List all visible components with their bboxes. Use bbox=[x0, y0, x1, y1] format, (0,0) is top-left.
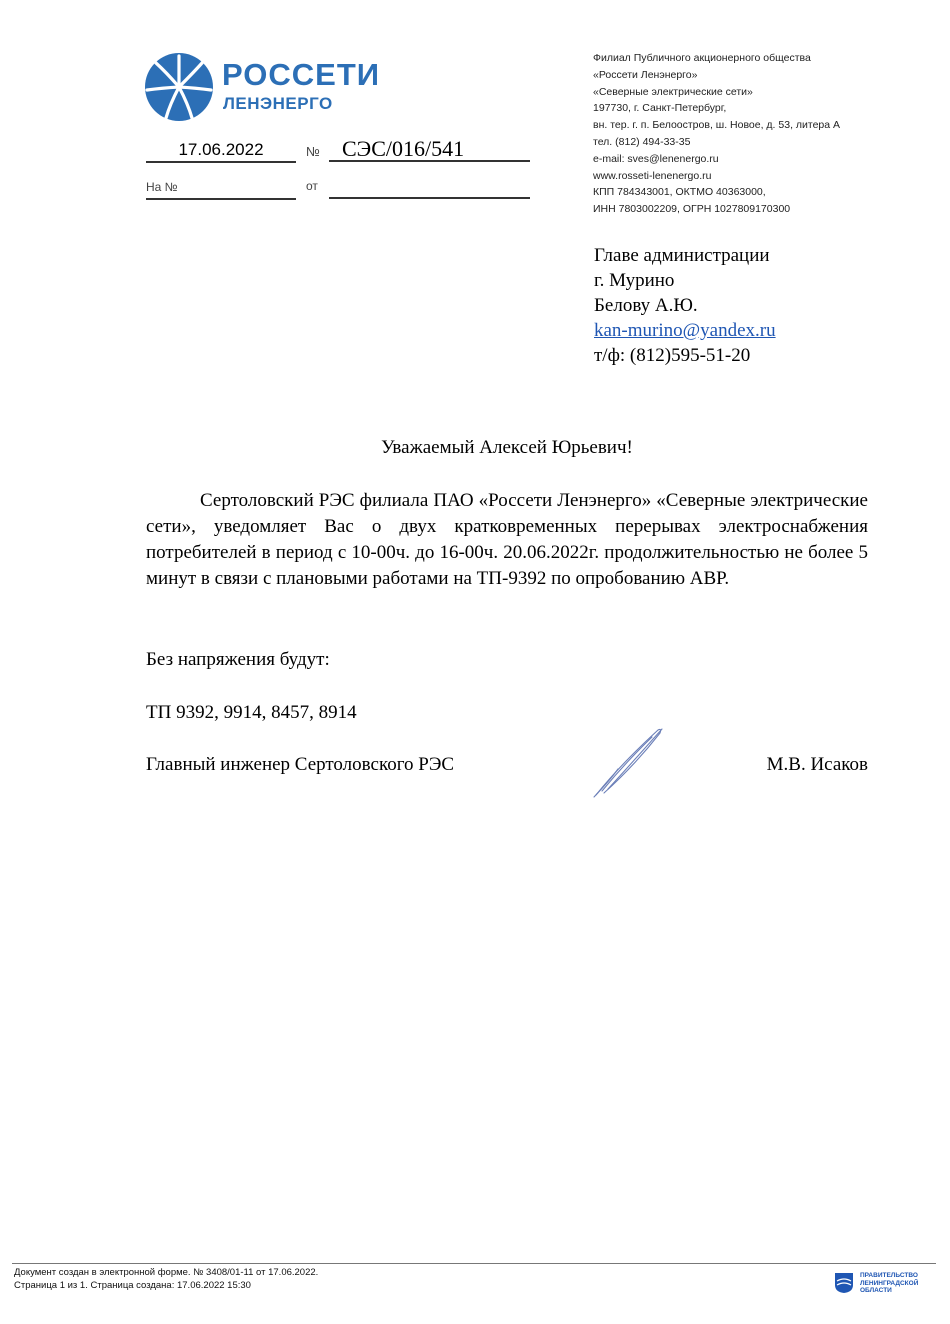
company-line: 197730, г. Санкт-Петербург, bbox=[593, 102, 727, 115]
company-line: «Северные электрические сети» bbox=[593, 85, 753, 98]
registration-number-label: № bbox=[306, 144, 320, 159]
registration-date: 17.06.2022 bbox=[146, 139, 296, 163]
leningrad-region-emblem-icon bbox=[834, 1272, 854, 1294]
logo-subbrand: ЛЕНЭНЕРГО bbox=[223, 94, 333, 113]
footer-note bbox=[14, 1266, 318, 1292]
recipient-phone: т/ф: (812)595-51-20 bbox=[594, 345, 751, 366]
company-line: www.rosseti-lenenergo.ru bbox=[593, 169, 712, 182]
recipient-city: г. Мурино bbox=[594, 270, 675, 291]
company-line: Филиал Публичного акционерного общества bbox=[593, 52, 811, 64]
company-line: ИНН 7803002209, ОГРН 1027809170300 bbox=[593, 203, 791, 216]
recipient-name: Белову А.Ю. bbox=[594, 295, 698, 316]
recipient-position: Главе администрации bbox=[594, 245, 770, 266]
government-line: ОБЛАСТИ bbox=[860, 1287, 892, 1294]
logo-brand: РОССЕТИ bbox=[222, 57, 381, 92]
company-address-block bbox=[593, 50, 840, 218]
reference-number-field: На № bbox=[146, 178, 296, 200]
company-line: тел. (812) 494-33-35 bbox=[593, 135, 691, 148]
registration-number: СЭС/016/541 bbox=[329, 136, 530, 162]
footer-line-2: Страница 1 из 1. Страница создана: 17.06.2022 15:30 bbox=[14, 1280, 251, 1291]
government-line: ЛЕНИНГРАДСКОЙ bbox=[860, 1279, 919, 1287]
company-line: КПП 784343001, ОКТМО 40363000, bbox=[593, 186, 766, 199]
greeting: Уважаемый Алексей Юрьевич! bbox=[381, 437, 633, 458]
letter-body: Сертоловский РЭС филиала ПАО «Россети Ленэнерго» «Северные электрические сети», уведомляет Вас о двух кратковременных перерывах электроснабжения потребителей в период с 10-00ч. до 16-00ч. 20.06.2022г. продолжительностью не более 5 минут в связи с плановыми работами на ТП-9392 по опробованию АВР. bbox=[146, 490, 868, 589]
substation-list: ТП 9392, 9914, 8457, 8914 bbox=[146, 702, 357, 723]
signer-title: Главный инженер Сертоловского РЭС bbox=[146, 754, 455, 775]
signer-name: М.В. Исаков bbox=[766, 754, 868, 775]
recipient-block bbox=[594, 243, 776, 368]
footer-line-1: Документ создан в электронной форме. № 3408/01-11 от 17.06.2022. bbox=[14, 1267, 319, 1278]
company-line: вн. тер. г. п. Белоостров, ш. Новое, д. 53, литера А bbox=[593, 119, 841, 132]
government-line: ПРАВИТЕЛЬСТВО bbox=[860, 1272, 918, 1279]
company-line: e-mail: sves@lenenergo.ru bbox=[593, 152, 719, 165]
footer-divider bbox=[12, 1263, 936, 1264]
handwritten-signature bbox=[590, 725, 670, 800]
rosseti-logo-icon bbox=[144, 52, 214, 122]
company-line: «Россети Ленэнерго» bbox=[593, 68, 698, 81]
reference-from-line bbox=[329, 197, 530, 199]
government-label bbox=[860, 1272, 918, 1295]
reference-from-label: от bbox=[306, 179, 318, 193]
recipient-email-link[interactable]: kan-murino@yandex.ru bbox=[594, 320, 776, 341]
no-power-label: Без напряжения будут: bbox=[146, 649, 330, 670]
